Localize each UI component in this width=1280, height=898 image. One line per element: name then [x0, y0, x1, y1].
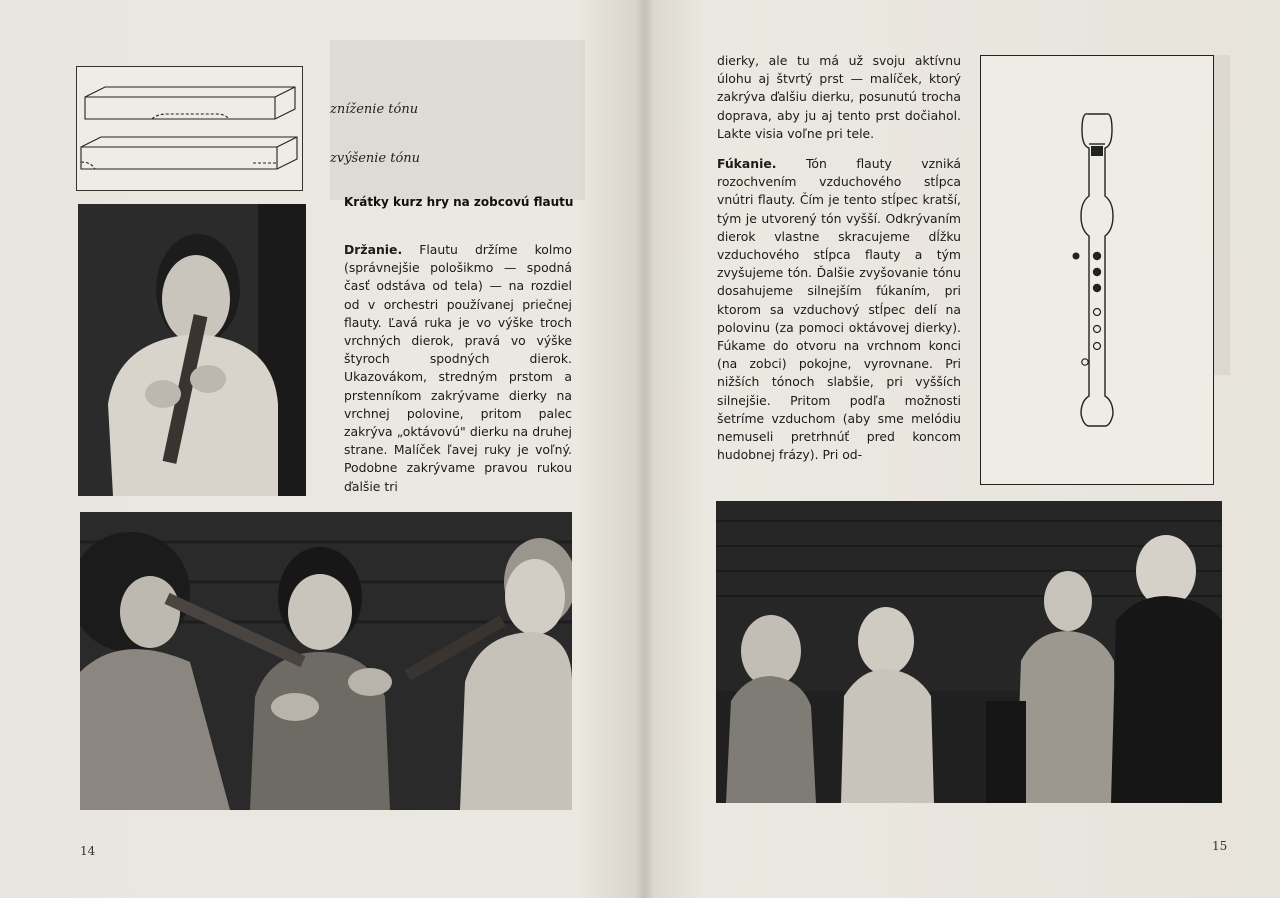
right-body-text: [717, 52, 961, 464]
holding-text: Flautu držíme kolmo (správnejšie pološikmo — spodná časť odstáva od tela) — na rozdiel od v orchestri používanej priečnej flauty. Ľavá ruka je vo výške troch vrchných dierok, pravá vo výške štyroch spodných dierok. Ukazovákom, stredným prstom a prstenníkom zakrývame dierky na vrchnej polovine, pritom palec zakrýva „oktávovú" dierku na druhej strane. Malíček ľavej ruky je voľný. Podobne zakrývame pravou rukou ďalšie tri: [344, 242, 572, 494]
section-title: Krátky kurz hry na zobcovú flautu: [344, 195, 574, 209]
flute-diagram: [980, 55, 1214, 485]
bleed-through-text: [330, 40, 585, 200]
book-gutter: [636, 0, 654, 898]
continuation-text: dierky, ale tu má už svoju aktívnu úlohu aj štvrtý prst — malíček, ktorý zakrýva ďalšiu dierku, posunutú trocha doprava, aby ju aj tento prst dočiahol. Lakte visia voľne pri tele.: [717, 53, 961, 141]
blowing-heading: Fúkanie.: [717, 156, 777, 172]
holding-heading: Držanie.: [344, 242, 403, 257]
caption-raising: zvýšenie tónu: [330, 151, 421, 166]
page-number-left: 14: [80, 844, 96, 858]
blowing-text: Tón flauty vzniká rozochvením vzduchového stĺpca vnútri flauty. Čím je tento stĺpec kratší, tým je utvorený tón vyšší. Odkrývaním dierok vlastne skracujeme dĺžku vzduchového stĺpca flauty a tým zvyšujeme tón. Ďalšie zvyšovanie tónu dosahujeme silnejším fúkaním, pri ktorom sa vzduchový stĺpec delí na polovinu (za pomoci oktávovej dierky). Fúkame do otvoru na vrchnom konci (na zobci) pokojne, vyrovnane. Pri nižších tónoch slabšie, pri vyšších silnejšie. Pritom podľa možnosti šetríme vzduchom (aby sme melódiu nemuseli pretrhnúť pred koncom hudobnej frázy). Pri od-: [717, 156, 961, 463]
photo-group-playing-flutes: [80, 512, 572, 810]
photo-children-singing: [716, 501, 1222, 803]
caption-lowering: zníženie tónu: [330, 102, 419, 117]
photo-child-holding-flute: [78, 204, 306, 496]
page-number-right: 15: [1212, 839, 1228, 853]
left-body-text: [344, 241, 572, 496]
flute-holes: [1082, 252, 1101, 365]
tone-block-diagram: [76, 66, 303, 191]
